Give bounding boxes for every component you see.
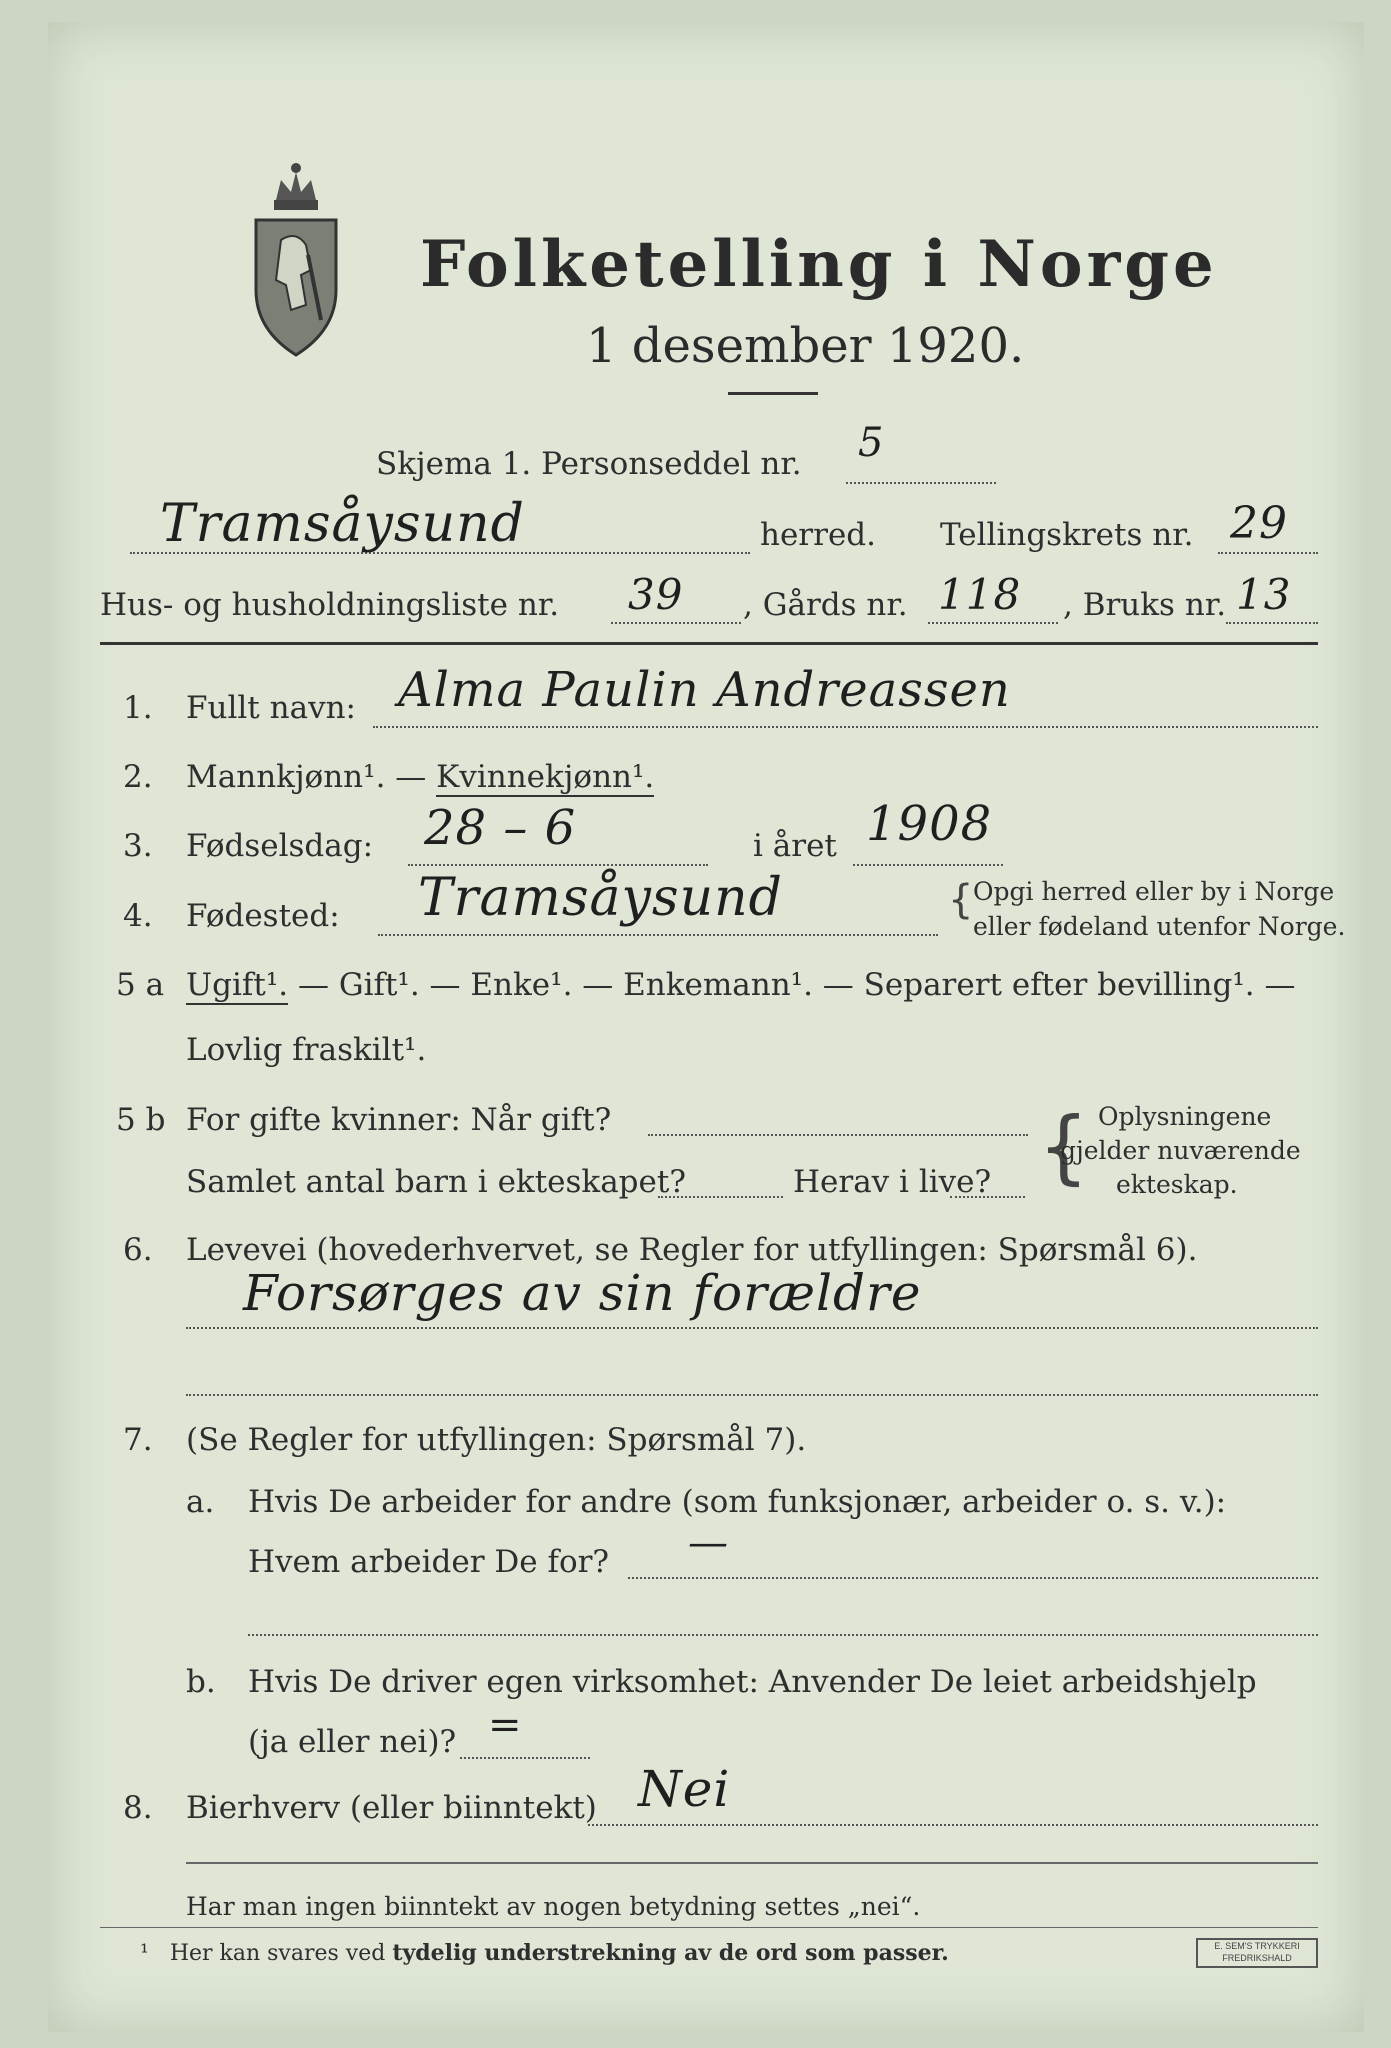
q5b-label-married: For gifte kvinner: Når gift? <box>186 1102 612 1138</box>
coat-of-arms-icon <box>246 160 346 360</box>
q5a-options <box>186 967 1295 1003</box>
q5a-number: 5 a <box>116 967 165 1003</box>
q8-line <box>588 1824 1318 1826</box>
census-date: 1 desember 1920. <box>586 318 1025 374</box>
q3-label: Fødselsdag: <box>186 828 374 864</box>
q4-line <box>378 934 938 936</box>
q7a-line-2 <box>248 1634 1318 1636</box>
option-other-status[interactable]: — Gift¹. — Enke¹. — Enkemann¹. — Separert efter bevilling¹. — <box>288 967 1296 1003</box>
levevei-value[interactable]: Forsørges av sin forældre <box>243 1264 922 1322</box>
husliste-value[interactable]: 39 <box>628 570 684 619</box>
option-ugift[interactable]: Ugift¹. <box>186 967 289 1003</box>
q3-line <box>408 864 708 866</box>
q7a-question: Hvem arbeider De for? <box>248 1544 610 1580</box>
gards-value[interactable]: 118 <box>938 570 1022 619</box>
q3-number: 3. <box>123 828 153 864</box>
q7-number: 7. <box>123 1422 153 1458</box>
q7b-line <box>460 1757 590 1759</box>
option-mannkjonn[interactable]: Mannkjønn¹. — <box>186 759 437 795</box>
q4-label: Fødested: <box>186 898 340 934</box>
q5b-married-line <box>648 1134 1028 1136</box>
q4-number: 4. <box>123 898 153 934</box>
q5b-brace: { <box>1038 1100 1089 1193</box>
q5b-note-2: gjelder nuværende <box>1060 1136 1301 1165</box>
gards-label: , Gårds nr. <box>743 587 908 623</box>
full-name-value[interactable]: Alma Paulin Andreassen <box>398 662 1011 718</box>
gards-line <box>928 622 1058 624</box>
printer-text: E. SEM'S TRYKKERI FREDRIKSHALD <box>1214 1941 1300 1963</box>
footnote-separator <box>100 1927 1318 1928</box>
q4-note-1: Opgi herred eller by i Norge <box>973 877 1335 906</box>
herred-label: herred. <box>760 517 876 553</box>
q7a-text: Hvis De arbeider for andre (som funksjonær, arbeider o. s. v.): <box>248 1484 1227 1520</box>
herred-value[interactable]: Tramsåysund <box>160 494 525 554</box>
q3-year-line <box>853 864 1003 866</box>
q7b-question: (ja eller nei)? <box>248 1724 457 1760</box>
birth-year-value[interactable]: 1908 <box>866 796 993 852</box>
tellingskrets-label: Tellingskrets nr. <box>940 517 1194 553</box>
q6-label: Levevei (hovederhvervet, se Regler for utfyllingen: Spørsmål 6). <box>186 1232 1198 1268</box>
q7b-text: Hvis De driver egen virksomhet: Anvender De leiet arbeidshjelp <box>248 1664 1257 1700</box>
personseddel-value[interactable]: 5 <box>858 420 885 466</box>
option-kvinnekjonn[interactable]: Kvinnekjønn¹. <box>436 759 655 795</box>
q1-number: 1. <box>123 690 153 726</box>
census-form <box>48 22 1364 2032</box>
footer-note: Har man ingen biinntekt av nogen betydning settes „nei“. <box>186 1892 921 1921</box>
footnote-text: Her kan svares ved <box>169 1941 393 1966</box>
q2-number: 2. <box>123 759 153 795</box>
q5b-number: 5 b <box>116 1102 166 1138</box>
q7-label: (Se Regler for utfyllingen: Spørsmål 7). <box>186 1422 807 1458</box>
q5b-label-alive: Herav i live? <box>793 1164 992 1200</box>
q5b-label-children: Samlet antal barn i ekteskapet? <box>186 1164 686 1200</box>
header-separator <box>100 642 1318 645</box>
q6-number: 6. <box>123 1232 153 1268</box>
q8-label: Bierhverv (eller biinntekt) <box>186 1790 597 1826</box>
q7b-letter: b. <box>186 1664 216 1700</box>
q7a-letter: a. <box>186 1484 215 1520</box>
husliste-label: Hus- og husholdningsliste nr. <box>100 587 560 623</box>
q7a-value[interactable]: — <box>688 1520 729 1566</box>
q4-note-2: eller fødeland utenfor Norge. <box>973 912 1346 941</box>
form-title: Folketelling i Norge <box>420 227 1218 302</box>
husliste-line <box>611 622 741 624</box>
q4-brace: { <box>948 877 974 923</box>
q2-options <box>186 759 654 795</box>
title-divider <box>728 392 818 395</box>
q1-label: Fullt navn: <box>186 690 356 726</box>
bruks-value[interactable]: 13 <box>1236 570 1292 619</box>
skjema-line <box>846 482 996 484</box>
footnote-mark: ¹ <box>140 1941 149 1966</box>
q5b-note-1: Oplysningene <box>1098 1102 1272 1131</box>
q8-number: 8. <box>123 1790 153 1826</box>
bruks-line <box>1226 622 1318 624</box>
bierhverv-value[interactable]: Nei <box>638 1760 731 1818</box>
tellingskrets-value[interactable]: 29 <box>1230 498 1288 549</box>
option-lovlig-fraskilt[interactable]: Lovlig fraskilt¹. <box>186 1032 427 1068</box>
printer-stamp <box>1196 1938 1318 1968</box>
footnote-emphasis: tydelig understrekning av de ord som passer. <box>392 1940 949 1966</box>
q7b-value[interactable]: = <box>488 1702 523 1748</box>
bruks-label: , Bruks nr. <box>1063 587 1227 623</box>
skjema-label: Skjema 1. Personseddel nr. <box>376 446 802 482</box>
footer-separator <box>186 1862 1318 1864</box>
q7a-line <box>628 1577 1318 1579</box>
q3-year-label: i året <box>753 828 837 864</box>
birthplace-value[interactable]: Tramsåysund <box>418 868 783 928</box>
q5b-alive-line <box>950 1196 1025 1198</box>
tellingskrets-line <box>1218 552 1318 554</box>
q5b-children-line <box>658 1196 783 1198</box>
q5b-note-3: ekteskap. <box>1116 1170 1238 1199</box>
birthday-value[interactable]: 28 – 6 <box>424 800 577 856</box>
footnote <box>140 1940 949 1966</box>
q6-line-2 <box>186 1394 1318 1396</box>
q6-line-1 <box>186 1327 1318 1329</box>
q1-line <box>373 726 1318 728</box>
